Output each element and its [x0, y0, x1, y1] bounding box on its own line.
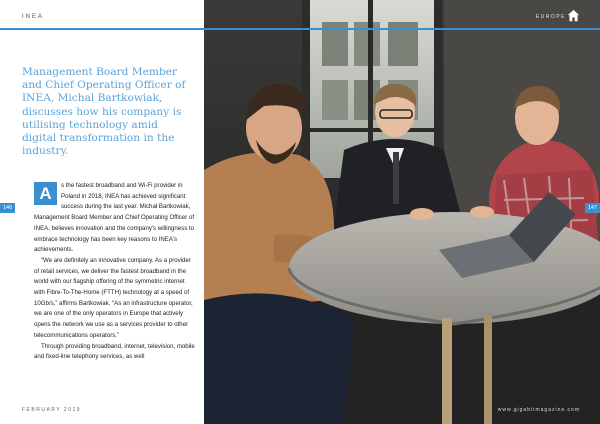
issue-date: FEBRUARY 2019: [22, 407, 82, 413]
paragraph-1: s the fastest broadband and Wi-Fi provider in Poland in 2018, INEA has achieved significant success during the last year. Michał Bartkowiak, Management Board Member and Chief Operating Officer of INEA, believes innovation and the company's willingness to embrace technology has been key reasons to INEA's achievements.: [34, 182, 195, 254]
page-number-left: 146: [0, 203, 15, 213]
section-label: INEA: [22, 14, 45, 20]
home-icon[interactable]: [567, 9, 580, 22]
photo-page: [204, 0, 600, 424]
page-number-right: 147: [585, 203, 600, 213]
header-rule: [0, 28, 600, 30]
website-link[interactable]: www.gigabitmagazine.com: [497, 407, 580, 413]
dropcap: A: [34, 182, 57, 205]
paragraph-2: “We are definitely an innovative company. As a provider of retail services, we deliver the fastest broadband in the world with our flagship offering of the symmetric internet with Fibre-To-The-Home (FTTH) technology at a speed of 10Gb/s,” affirms Bartkowiak. “As an infrastructure operator, we are one of the only operators in Europe that actively opens the network we use as a services provider to other telecommunications operators.”: [34, 256, 193, 339]
region-label: EUROPE: [535, 14, 566, 20]
paragraph-3: Through providing broadband, internet, television, mobile and fixed-line telephony services, as well: [34, 342, 195, 361]
standfirst: Management Board Member and Chief Operating Officer of INEA, Michal Bartkowiak, discusses how his company is utilising technology amid digital transformation in the industry.: [22, 66, 186, 158]
meeting-photo: [204, 0, 600, 424]
article-body: [34, 181, 196, 363]
